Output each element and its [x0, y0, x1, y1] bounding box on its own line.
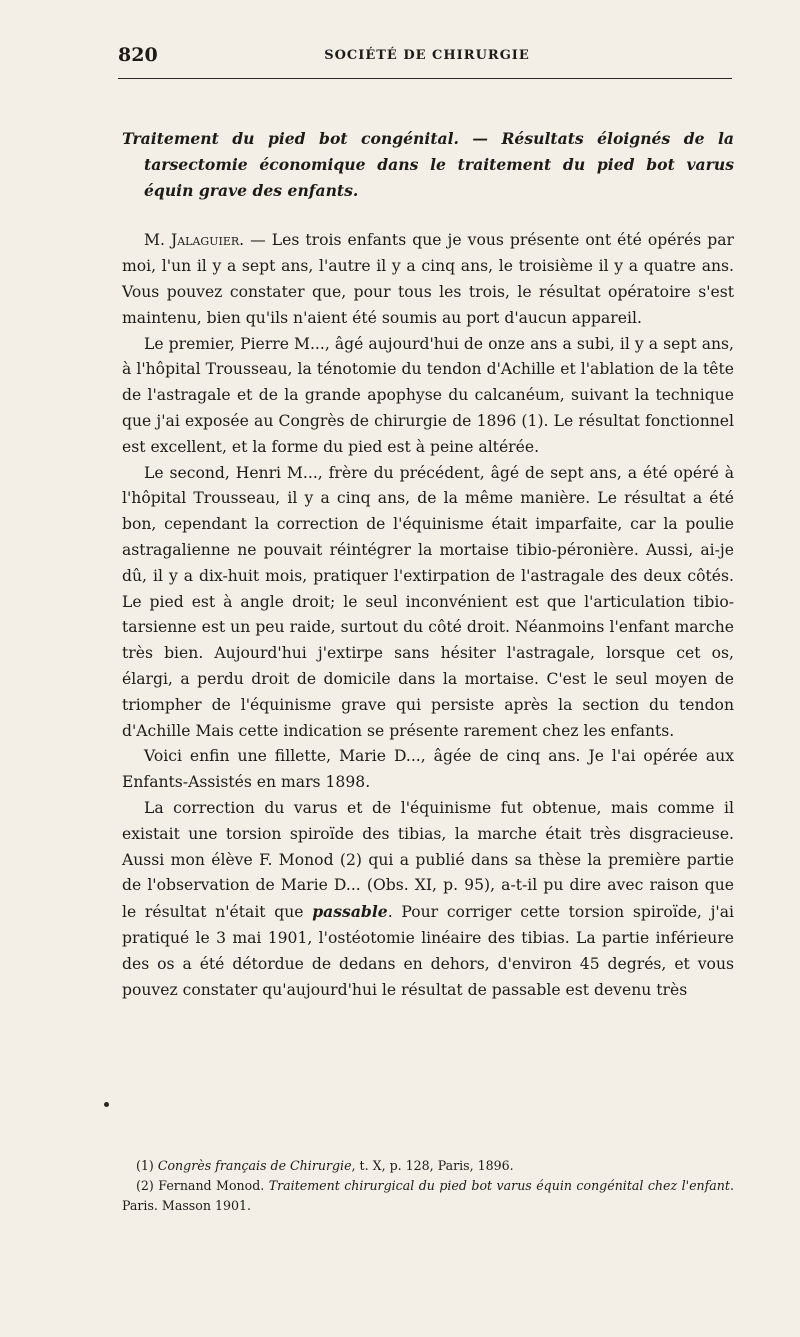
paragraph: Le premier, Pierre M..., âgé aujourd'hui de onze ans a subi, il y a sept ans, à l'hôpital Trousseau, la ténotomie du tendon d'Achille et l'ablation de la tête de l'astragale et de la grande apophyse du calcanéum, suivant la technique que j'ai exposée au Congrès de chirurgie de 1896 (1). Le résultat fonctionnel est excellent, et la forme du pied est à peine altérée. — [122, 334, 734, 456]
journal-title: SOCIÉTÉ DE CHIRURGIE — [324, 48, 530, 63]
paragraph: Le second, Henri M..., frère du précédent, âgé de sept ans, a été opéré à l'hôpital Trousseau, il y a cinq ans, de la même manière. Le résultat a été bon, cependant la correction de l'équinisme était imparfaite, car la poulie astragalienne ne pouvait réintégrer la mortaise tibio-péronière. Aussi, ai-je dû, il y a dix-huit mois, pratiquer l'extirpation de l'astragale des deux côtés. Le pied est à angle droit; le seul inconvénient est que l'articulation tibio-tarsienne est un peu raide, surtout du côté droit. Néanmoins l'enfant marche très bien. Aujourd'hui j'extirpe sans hésiter l'astragale, lorsque cet os, élargi, a perdu droit de domicile dans la mortaise. C'est le seul moyen de triompher de l'équinisme grave qui persiste après la section du tendon d'Achille Mais cette indication se présente rarement chez les enfants. — [122, 463, 734, 740]
footnote-title: Traitement chirurgical du pied bot varus équin congénital chez l'enfant — [268, 1178, 730, 1193]
author-name: Jalaguier — [170, 231, 240, 250]
paragraph-text: La correction du varus et de l'équinisme fut obtenue, mais comme il existait une torsion spiroïde des tibias, la marche était très disgracieuse. Aussi mon élève F. Monod (2) qui a publié dans sa thèse la première partie de l'observation de Marie D... (Obs. XI, p. 95), a-t-il pu dire avec raison que le résultat n'était que — [122, 798, 734, 922]
footnote-number: (2) — [136, 1178, 159, 1193]
footnote-number: (1) — [136, 1158, 158, 1173]
paragraph: Voici enfin une fillette, Marie D..., âgée de cinq ans. Je l'ai opérée aux Enfants-Assistés en mars 1898. — [122, 747, 734, 792]
footnotes — [122, 1156, 734, 1216]
author-prefix: M. — [144, 231, 171, 250]
header-rule — [118, 78, 732, 79]
footnote — [122, 1176, 734, 1216]
page-number: 820 — [118, 44, 158, 66]
footnote-author: Fernand Monod. — [158, 1178, 269, 1193]
footnote-text: . Paris. Masson 1901. — [122, 1178, 734, 1213]
paragraph-text: . Pour corriger cette torsion spiroïde, j'ai pratiqué le 3 mai 1901, l'ostéotomie linéaire des tibias. La partie inférieure des os a été détordue de dedans en dehors, d'environ 45 degrés, et vous pouvez constater qu'aujourd'hui le résultat de passable est devenu très — [122, 903, 734, 999]
footnote — [122, 1156, 734, 1176]
article-body — [122, 126, 734, 1003]
running-head — [118, 40, 736, 70]
margin-mark — [104, 1102, 109, 1107]
footnote-title: Congrès français de Chirurgie — [157, 1158, 352, 1173]
paragraph-text: . — Les trois enfants que je vous présente ont été opérés par moi, l'un il y a sept ans, l'autre il y a cinq ans, le troisième il y a quatre ans. Vous pouvez constater que, pour tous les trois, le résultat opératoire s'est maintenu, bien qu'ils n'aient été soumis au port d'aucun appareil. — [122, 231, 734, 327]
paragraph — [122, 796, 734, 1003]
article-title: Traitement du pied bot congénital. — Résultats éloignés de la tarsectomie économique dans le traitement du pied bot varus équin grave des enfants. — [122, 129, 734, 200]
paragraph — [122, 228, 734, 331]
footnote-text: , t. X, p. 128, Paris, 1896. — [351, 1158, 514, 1173]
emphasis: passable — [312, 902, 388, 922]
